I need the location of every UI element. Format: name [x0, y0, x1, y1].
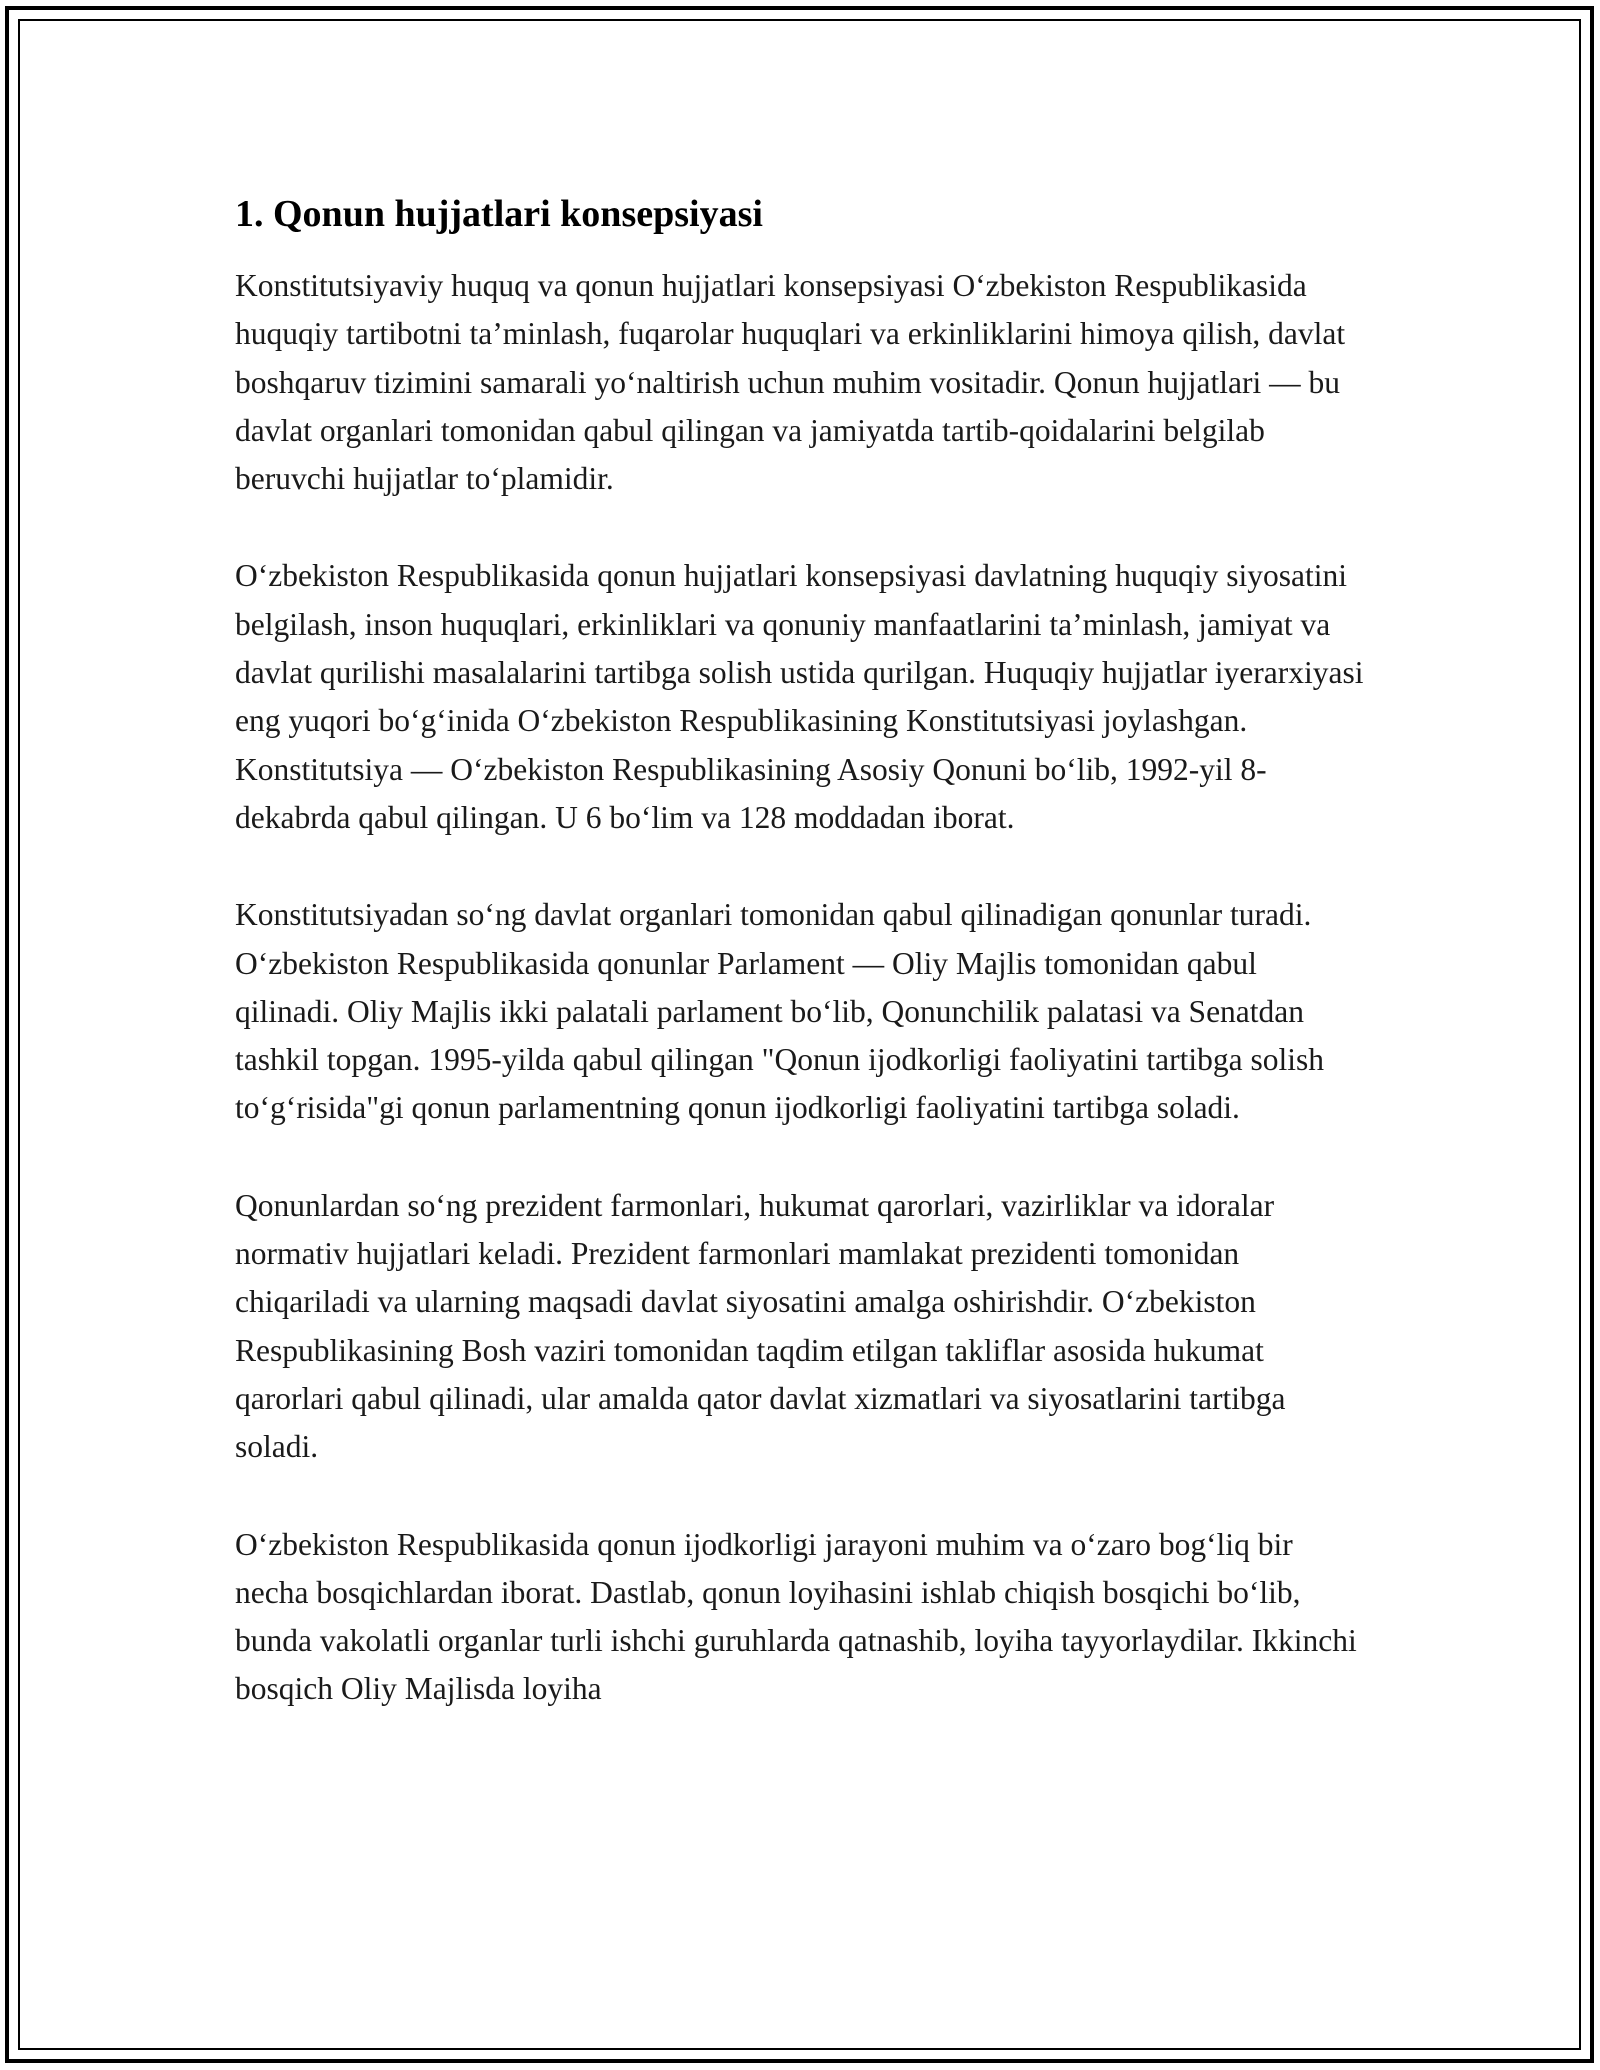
section-title: 1. Qonun hujjatlari konsepsiyasi [235, 193, 763, 235]
paragraph-4: Qonunlardan soʻng prezident farmonlari, hukumat qarorlari, vazirliklar va idoralar normativ hujjatlari keladi. Prezident farmonlari mamlakat prezidenti tomonidan chiqariladi va ularning maqsadi davlat siyosatini amalga oshirishdir. Oʻzbekiston Respublikasining Bosh vaziri tomonidan taqdim etilgan takliflar asosida hukumat qarorlari qabul qilinadi, ular amalda qator davlat xizmatlari va siyosatlarini tartibga soladi. [235, 1187, 1286, 1465]
paragraph-5: Oʻzbekiston Respublikasida qonun ijodkorligi jarayoni muhim va oʻzaro bogʻliq bir necha bosqichlardan iborat. Dastlab, qonun loyihasini ishlab chiqish bosqichi boʻlib, bunda vakolatli organlar turli ishchi guruhlarda qatnashib, loyiha tayyorlaydilar. Ikkinchi bosqich Oliy Majlisda loyiha [235, 1526, 1357, 1707]
document-body [235, 186, 1365, 1763]
paragraph-2: Oʻzbekiston Respublikasida qonun hujjatlari konsepsiyasi davlatning huquqiy siyosatini belgilash, inson huquqlari, erkinliklari va qonuniy manfaatlarini taʼminlash, jamiyat va davlat qurilishi masalalarini tartibga solish ustida qurilgan. Huquqiy hujjatlar iyerarxiyasi eng yuqori boʻgʻinida Oʻzbekiston Respublikasining Konstitutsiyasi joylashgan. Konstitutsiya — Oʻzbekiston Respublikasining Asosiy Qonuni boʻlib, 1992-yil 8-dekabrda qabul qilingan. U 6 boʻlim va 128 moddadan iborat. [235, 558, 1364, 835]
paragraph-3: Konstitutsiyadan soʻng davlat organlari tomonidan qabul qilinadigan qonunlar turadi. Oʻzbekiston Respublikasida qonunlar Parlament — Oliy Majlis tomonidan qabul qilinadi. Oliy Majlis ikki palatali parlament boʻlib, Qonunchilik palatasi va Senatdan tashkil topgan. 1995-yilda qabul qilingan "Qonun ijodkorligi faoliyatini tartibga solish toʻgʻrisida"gi qonun parlamentning qonun ijodkorligi faoliyatini tartibga soladi. [235, 897, 1324, 1126]
paragraph-1: Konstitutsiyaviy huquq va qonun hujjatlari konsepsiyasi Oʻzbekiston Respublikasida huquqiy tartibotni taʼminlash, fuqarolar huquqlari va erkinliklarini himoya qilish, davlat boshqaruv tizimini samarali yoʻnaltirish uchun muhim vositadir. Qonun hujjatlari — bu davlat organlari tomonidan qabul qilingan va jamiyatda tartib-qoidalarini belgilab beruvchi hujjatlar toʻplamidir. [235, 268, 1346, 497]
